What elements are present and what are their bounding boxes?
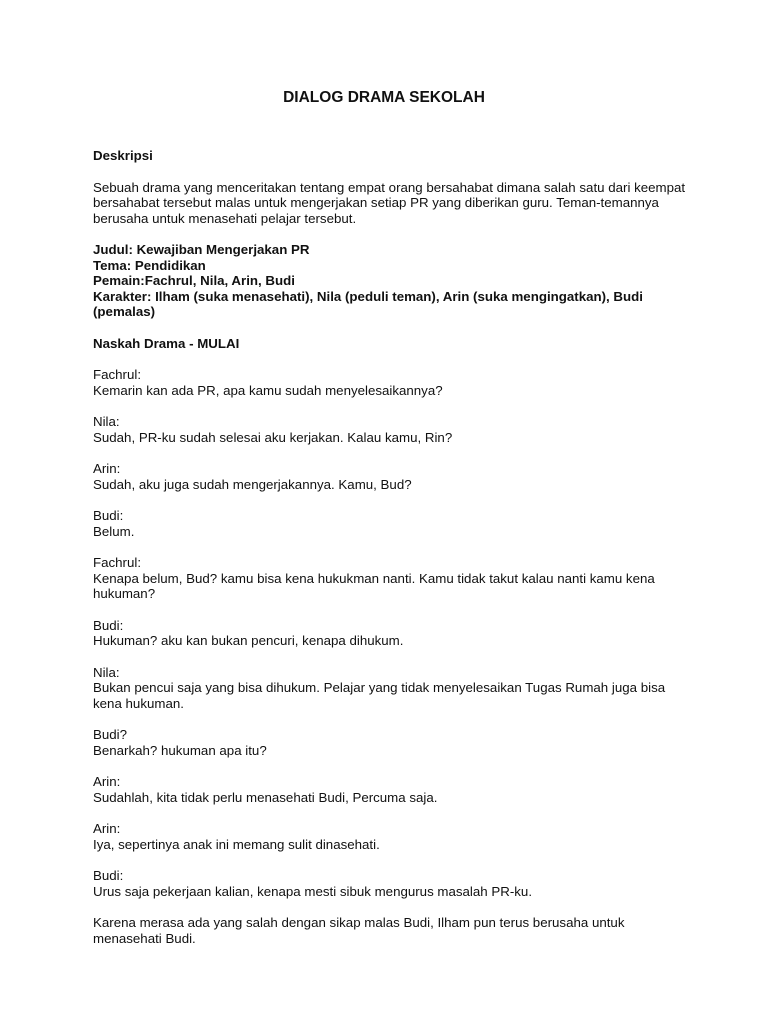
dialog-speaker: Arin:	[93, 461, 121, 476]
dialog-speaker: Nila:	[93, 664, 120, 680]
dialog-speaker: Fachrul:	[93, 555, 142, 570]
dialog-text: Sudah, PR-ku sudah selesai aku kerjakan. Kalau kamu, Rin?	[93, 429, 453, 445]
dialog-text: Belum.	[93, 523, 135, 539]
dialog-entry	[93, 367, 693, 398]
dialog-entry	[93, 618, 693, 649]
description-text: Sebuah drama yang menceritakan tentang empat orang bersahabat dimana salah satu dari keempat bersahabat tersebut malas untuk mengerjakan setiap PR yang diberikan guru. Teman-temannya berusaha untuk menasehati pelajar tersebut.	[93, 179, 686, 226]
narration-text: Karena merasa ada yang salah dengan sikap malas Budi, Ilham pun terus berusaha untuk menasehati Budi.	[93, 915, 625, 946]
dialog-text: Hukuman? aku kan bukan pencuri, kenapa dihukum.	[93, 633, 404, 648]
dialog-speaker: Fachrul:	[93, 367, 142, 382]
dialog-entry	[93, 868, 693, 899]
dialog-entry	[93, 508, 693, 539]
dialog-entry	[93, 555, 693, 602]
dialog-entry	[93, 665, 693, 712]
dialog-text: Benarkah? hukuman apa itu?	[93, 742, 267, 758]
dialog-text: Sudahlah, kita tidak perlu menasehati Budi, Percuma saja.	[93, 789, 438, 805]
dialog-entry	[93, 461, 693, 492]
document-title: DIALOG DRAMA SEKOLAH	[283, 89, 485, 106]
dialog-speaker: Nila:	[93, 414, 120, 429]
dialog-speaker: Budi:	[93, 617, 124, 633]
info-karakter: Karakter: Ilham (suka menasehati), Nila (peduli teman), Arin (suka mengingatkan), Budi (pemalas)	[93, 288, 643, 319]
description-heading: Deskripsi	[93, 148, 153, 163]
dialog-speaker: Arin:	[93, 821, 121, 836]
document-content	[93, 89, 693, 946]
dialog-entry	[93, 414, 693, 445]
info-pemain: Pemain:Fachrul, Nila, Arin, Budi	[93, 273, 295, 288]
dialog-entry	[93, 821, 693, 852]
script-heading: Naskah Drama - MULAI	[93, 335, 240, 351]
dialog-speaker: Arin:	[93, 774, 121, 789]
dialog-entry	[93, 727, 693, 758]
dialog-text: Iya, sepertinya anak ini memang sulit dinasehati.	[93, 836, 380, 852]
dialog-speaker: Budi?	[93, 727, 128, 742]
dialog-text: Urus saja pekerjaan kalian, kenapa mesti sibuk mengurus masalah PR-ku.	[93, 883, 533, 899]
dialog-text: Bukan pencui saja yang bisa dihukum. Pelajar yang tidak menyelesaikan Tugas Rumah juga bisa kena hukuman.	[93, 680, 666, 711]
info-judul: Judul: Kewajiban Mengerjakan PR	[93, 242, 310, 257]
dialog-entry	[93, 774, 693, 805]
dialog-text: Kenapa belum, Bud? kamu bisa kena hukukman nanti. Kamu tidak takut kalau nanti kamu kena hukuman?	[93, 570, 655, 601]
dialog-speaker: Budi:	[93, 868, 124, 883]
dialog-text: Sudah, aku juga sudah mengerjakannya. Kamu, Bud?	[93, 476, 412, 492]
dialog-speaker: Budi:	[93, 508, 124, 523]
dialog-text: Kemarin kan ada PR, apa kamu sudah menyelesaikannya?	[93, 382, 443, 398]
info-tema: Tema: Pendidikan	[93, 257, 206, 273]
